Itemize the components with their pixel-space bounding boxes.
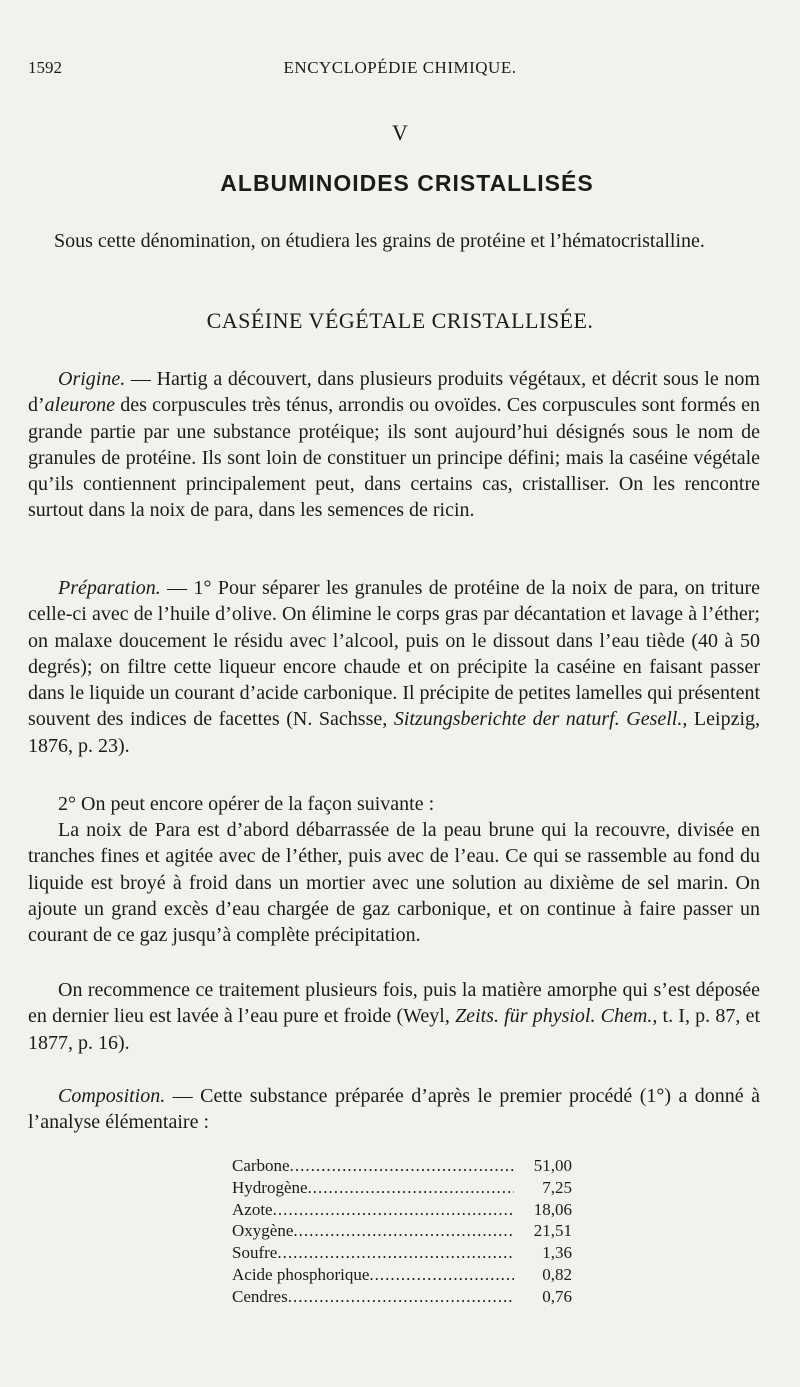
table-row [232,1199,572,1221]
page-number: 1592 [28,58,62,77]
leader-dots [277,1242,514,1264]
section-title: ALBUMINOIDES CRISTALLISÉS [220,170,594,196]
element-name: Oxygène [232,1221,294,1241]
table-row [232,1286,572,1308]
method2-paragraph: La noix de Para est d’abord débarrassée de la peau brune qui la recouvre, divisée en tranches fines et agitée avec de l’éther, puis avec de l’eau. Ce qui se rassemble au fond du liquide est broyé à froid dans un mortier avec une solution au dixième de sel marin. On ajoute un grand excès d’eau chargée de gaz carbonique, et on continue à faire passer un courant de ce gaz jusqu’à complète précipitation. [28,819,760,947]
table-row [232,1177,572,1199]
element-value: 0,82 [542,1264,572,1284]
repeat-reference: Zeits. für physiol. Chem. [455,1005,653,1028]
preparation-text-2: , Leipzig, 1876, p. 23). [28,708,761,757]
element-name: Acide phosphorique [232,1264,370,1284]
composition-text: — Cette substance préparée d’après le premier procédé (1°) a donné à l’analyse élémentaire : [28,1085,760,1134]
composition-paragraph [28,1083,760,1136]
section-number: V [392,120,408,145]
origine-lead: Origine. [58,368,126,390]
origine-paragraph [28,366,760,524]
leader-dots [308,1177,514,1199]
element-name: Carbone [232,1156,290,1175]
leader-dots [293,1220,514,1242]
leader-dots [273,1199,514,1221]
preparation-text-1: — 1° Pour séparer les granules de protéine de la noix de para, on triture celle-ci avec de l’huile d’olive. On élimine le corps gras par décantation et lavage à l’éther; on malaxe doucement le résidu avec l’alcool, puis on le dissout dans l’eau tiède (40 à 50 degrés); on filtre cette liqueur encore chaude et on précipite la caséine en faisant passer dans le liquide un courant d’acide carbonique. Il précipite de petites lamelles qui présentent souvent des indices de facettes (N. Sachsse, [28,577,760,731]
repeat-paragraph [28,977,760,1056]
origine-term: aleurone [44,394,116,417]
intro-paragraph: Sous cette dénomination, on étudiera les grains de protéine et l’hématocristalline. [54,230,705,252]
repeat-text-2: , t. I, p. 87, et 1877, p. 16). [28,1005,761,1054]
element-name: Azote [232,1199,273,1219]
table-row [232,1264,572,1286]
element-name: Hydrogène [232,1177,308,1197]
repeat-text-1: On recommence ce traitement plusieurs fois, puis la matière amorphe qui s’est déposée en dernier lieu est lavée à l’eau pure et froide (Weyl, [28,979,760,1028]
method2-intro: 2° On peut encore opérer de la façon suivante : [58,793,435,815]
element-value: 7,25 [542,1177,572,1197]
leader-dots [369,1264,514,1286]
element-value: 51,00 [533,1156,572,1175]
leader-dots [290,1155,514,1177]
table-row [232,1242,572,1264]
element-name: Soufre [232,1243,278,1263]
running-head [28,58,772,80]
composition-lead: Composition. [58,1085,166,1107]
element-value: 0,76 [542,1286,572,1306]
element-name: Cendres [232,1286,288,1306]
preparation-reference: Sitzungsberichte der naturf. Gesell. [393,708,683,731]
origine-text-2: des corpuscules très ténus, arrondis ou ovoïdes. Ces corpuscules sont formés en grande partie par une substance protéique; ils sont aujourd’hui désignés sous le nom de granules de protéine. Ils sont loin de constituer un principe défini; mais la caséine végétale qu’ils contiennent principalement peut, dans certains cas, cristalliser. On les rencontre surtout dans la noix de para, dans les semences de ricin. [28,394,760,522]
element-value: 1,36 [542,1243,572,1263]
table-row [232,1220,572,1242]
table-row [232,1155,572,1177]
subsection-title: CASÉINE VÉGÉTALE CRISTALLISÉE. [206,308,594,333]
running-title: ENCYCLOPÉDIE CHIMIQUE. [283,58,517,77]
composition-table [232,1155,572,1308]
element-value: 21,51 [533,1221,572,1241]
preparation-lead: Préparation. [58,577,161,599]
preparation-paragraph [28,575,760,759]
element-value: 18,06 [533,1199,572,1219]
leader-dots [288,1286,514,1308]
origine-text-1: — Hartig a découvert, dans plusieurs produits végétaux, et décrit sous le nom d’ [28,368,760,417]
